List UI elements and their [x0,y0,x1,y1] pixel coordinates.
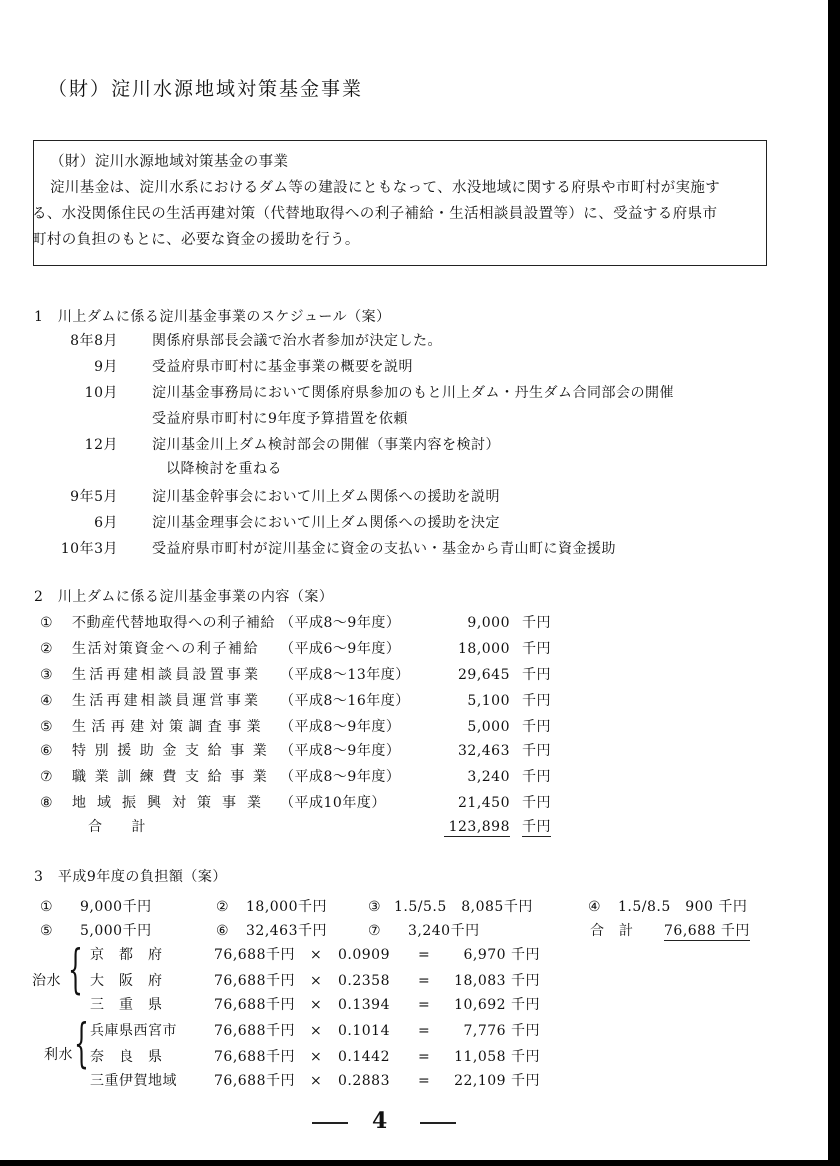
schedule-text: 受益府県市町村が淀川基金に資金の支払い・基金から青山町に資金援助 [152,541,616,557]
summary-value: 5,000千円 [80,923,152,939]
rate: 0.1442 [338,1049,390,1065]
item-unit: 千円 [522,719,551,735]
rate: 0.2883 [338,1073,390,1089]
item-period: （平成8～9年度） [280,719,401,735]
item-name: 地域振興対策事業 [72,795,272,811]
burden-total-value: 76,688 千円 [664,923,750,939]
summary-number: ⑥ [216,923,230,939]
page-number-dash-left [312,1122,348,1124]
box-line-2: る、水没関係住民の生活再建対策（代替地取得への利子補給・生活相談員設置等）に、受益する府県市 [32,206,718,222]
base-amount: 76,688千円 [214,1023,295,1039]
item-name: 生活再建対策調査事業 [72,719,266,735]
summary-number: ⑤ [40,923,54,939]
item-amount: 32,463 [458,743,510,759]
item-name: 生活再建相談員運営事業 [72,693,262,709]
item-amount: 3,240 [467,769,510,785]
rate: 0.1394 [338,997,390,1013]
document-title: （財）淀川水源地域対策基金事業 [48,78,364,100]
item-name: 生活対策資金への利子補給 [72,641,260,657]
summary-value: 9,000千円 [80,899,152,915]
summary-value: 18,000千円 [246,899,327,915]
item-amount: 9,000 [467,615,510,631]
item-name: 不動産代替地取得への利子補給 [72,615,275,631]
total-unit: 千円 [522,819,551,835]
schedule-text: 淀川基金幹事会において川上ダム関係への援助を説明 [152,489,500,505]
item-name: 生活再建相談員設置事業 [72,667,262,683]
item-period: （平成8～9年度） [280,743,401,759]
result-amount: 7,776 千円 [463,1023,540,1039]
equals-sign: = [418,997,431,1013]
item-period: （平成8～9年度） [280,615,401,631]
item-number: ③ [40,667,54,683]
summary-value: 32,463千円 [246,923,327,939]
prefecture-name: 兵庫県西宮市 [90,1023,177,1039]
section2-heading: 2 川上ダムに係る淀川基金事業の内容（案） [34,589,334,605]
times-sign: × [310,1049,323,1065]
result-amount: 6,970 千円 [463,947,540,963]
base-amount: 76,688千円 [214,997,295,1013]
summary-value: 1.5/5.5 8,085千円 [394,899,533,915]
result-amount: 10,692 千円 [454,997,540,1013]
rate: 0.0909 [338,947,390,963]
item-number: ④ [40,693,54,709]
prefecture-name: 大 阪 府 [90,973,163,989]
box-line-1: 淀川基金は、淀川水系におけるダム等の建設にともなって、水没地域に関する府県や市町村が実施す [50,180,721,196]
item-number: ⑦ [40,769,54,785]
brace-flood-control: { [68,940,83,1000]
base-amount: 76,688千円 [214,973,295,989]
item-period: （平成8～13年度） [280,667,410,683]
item-number: ⑥ [40,743,54,759]
schedule-date: 12月 [84,437,118,453]
prefecture-name: 三重伊賀地域 [90,1073,177,1089]
equals-sign: = [418,1049,431,1065]
summary-number: ③ [368,899,382,915]
rate: 0.1014 [338,1023,390,1039]
group-label-water-use: 利水 [44,1047,73,1063]
item-amount: 5,000 [467,719,510,735]
item-period: （平成8～16年度） [280,693,410,709]
summary-number: ④ [588,899,602,915]
schedule-text: 関係府県部長会議で治水者参加が決定した。 [152,333,442,349]
base-amount: 76,688千円 [214,1049,295,1065]
equals-sign: = [418,1073,431,1089]
box-heading: （財）淀川水源地域対策基金の事業 [50,154,289,170]
item-unit: 千円 [522,667,551,683]
schedule-date: 10月 [84,385,118,401]
schedule-text: 受益府県市町村に9年度予算措置を依頼 [152,411,408,427]
total-label: 合 計 [88,819,146,835]
times-sign: × [310,947,323,963]
group-label-flood-control: 治水 [32,973,61,989]
base-amount: 76,688千円 [214,947,295,963]
item-unit: 千円 [522,743,551,759]
item-name: 職業訓練費支給事業 [72,769,276,785]
rate: 0.2358 [338,973,390,989]
bottom-scan-border [0,1160,840,1166]
summary-box [33,140,767,266]
item-name: 特別援助金支給事業 [72,743,276,759]
summary-number: ② [216,899,230,915]
brace-water-use: { [74,1014,89,1074]
schedule-text: 受益府県市町村に基金事業の概要を説明 [152,359,413,375]
schedule-date: 9年5月 [70,489,118,505]
item-unit: 千円 [522,641,551,657]
total-amount: 123,898 [444,818,510,837]
item-unit: 千円 [522,769,551,785]
schedule-text: 淀川基金川上ダム検討部会の開催（事業内容を検討） [152,437,500,453]
schedule-date: 6月 [94,515,118,531]
schedule-text: 淀川基金理事会において川上ダム関係への援助を決定 [152,515,500,531]
item-number: ⑤ [40,719,54,735]
item-amount: 21,450 [458,795,510,811]
page-number: 4 [372,1108,388,1134]
result-amount: 22,109 千円 [454,1073,540,1089]
item-period: （平成8～9年度） [280,769,401,785]
times-sign: × [310,973,323,989]
burden-total-label: 合 計 [590,923,634,939]
schedule-date: 10年3月 [60,541,118,557]
schedule-date: 8年8月 [70,333,118,349]
summary-number: ① [40,899,54,915]
item-number: ⑧ [40,795,54,811]
result-amount: 18,083 千円 [454,973,540,989]
prefecture-name: 三 重 県 [90,997,163,1013]
box-line-3: 町村の負担のもとに、必要な資金の援助を行う。 [32,232,360,248]
summary-number: ⑦ [368,923,382,939]
summary-value: 3,240千円 [408,923,480,939]
prefecture-name: 奈 良 県 [90,1049,163,1065]
times-sign: × [310,1023,323,1039]
item-number: ② [40,641,54,657]
item-unit: 千円 [522,615,551,631]
schedule-text: 以降検討を重ねる [166,461,282,477]
times-sign: × [310,1073,323,1089]
item-number: ① [40,615,54,631]
item-unit: 千円 [522,795,551,811]
section1-heading: 1 川上ダムに係る淀川基金事業のスケジュール（案） [34,309,391,325]
schedule-text: 淀川基金事務局において関係府県参加のもと川上ダム・丹生ダム合同部会の開催 [152,385,674,401]
times-sign: × [310,997,323,1013]
base-amount: 76,688千円 [214,1073,295,1089]
page-number-dash-right [420,1122,456,1124]
equals-sign: = [418,1023,431,1039]
equals-sign: = [418,947,431,963]
item-amount: 29,645 [458,667,510,683]
section3-heading: 3 平成9年度の負担額（案） [34,869,227,885]
item-unit: 千円 [522,693,551,709]
schedule-date: 9月 [94,359,118,375]
item-period: （平成6～9年度） [280,641,401,657]
item-period: （平成10年度） [280,795,386,811]
item-amount: 5,100 [467,693,510,709]
right-scan-border [828,0,840,1166]
item-amount: 18,000 [458,641,510,657]
prefecture-name: 京 都 府 [90,947,163,963]
result-amount: 11,058 千円 [454,1049,540,1065]
summary-value: 1.5/8.5 900 千円 [618,899,748,915]
equals-sign: = [418,973,431,989]
